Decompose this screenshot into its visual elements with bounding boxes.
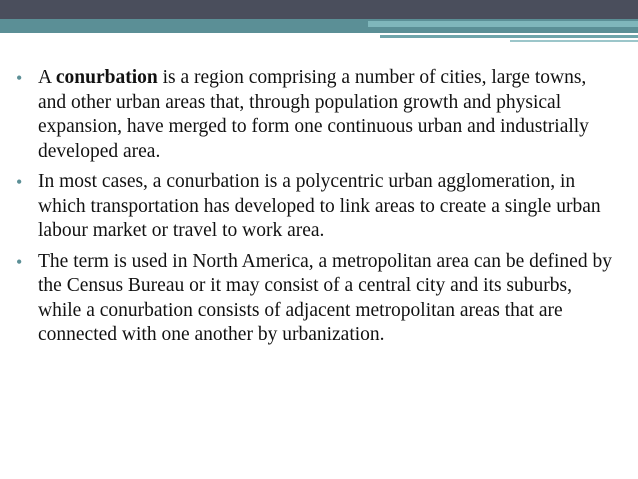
header-accent-line-secondary (510, 40, 638, 42)
bullet-item-polycentric (16, 170, 616, 244)
bullet-text-pre: A (38, 67, 56, 88)
bullet-icon: • (16, 172, 23, 192)
bullet-list (16, 66, 616, 348)
bullet-item-definition (16, 66, 616, 164)
header-accent-highlight (368, 21, 638, 27)
bullet-text: The term is used in North America, a metropolitan area can be defined by the Census Bureau or it may consist of a central city and its suburbs, while a conurbation consists of adjacent metropolitan areas that are connected with one another by urbanization. (38, 250, 612, 345)
header-accent-line (380, 35, 638, 38)
bullet-text-bold: conurbation (55, 67, 158, 88)
header-band (0, 0, 638, 19)
bullet-text-post: is a region comprising a number of cities, large towns, and other urban areas that, through population growth and physical expansion, have merged to form one continuous urban and industrially developed area. (38, 67, 589, 162)
bullet-text: In most cases, a conurbation is a polycentric urban agglomeration, in which transportation has developed to link areas to create a single urban labour market or travel to work area. (38, 171, 601, 241)
slide-body (16, 66, 616, 354)
bullet-icon: • (16, 251, 23, 272)
bullet-item-north-america (16, 250, 616, 348)
bullet-icon: • (16, 68, 23, 88)
